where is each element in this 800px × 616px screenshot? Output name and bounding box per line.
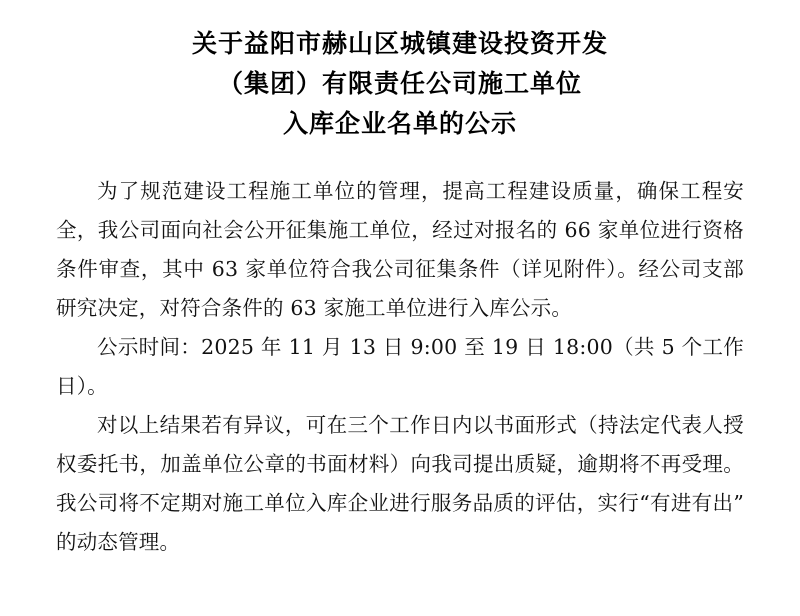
page-title	[56, 18, 744, 144]
paragraph-3: 对以上结果若有异议，可在三个工作日内以书面形式（持法定代表人授权委托书，加盖单位公章的书面材料）向我司提出质疑，逾期将不再受理。我公司将不定期对施工单位入库企业进行服务品质的评估，实行“有进有出”的动态管理。	[56, 413, 744, 554]
page-title-line-1: 关于益阳市赫山区城镇建设投资开发	[191, 29, 608, 58]
paragraph-2: 公示时间：2025 年 11 月 13 日 9:00 至 19 日 18:00（共 5 个工作日）。	[56, 335, 744, 398]
paragraph-1: 为了规范建设工程施工单位的管理，提高工程建设质量，确保工程安全，我公司面向社会公开征集施工单位，经过对报名的 66 家单位进行资格条件审查，其中 63 家单位符合我公司征集条件（详见附件）。经公司支部研究决定，对符合条件的 63 家施工单位进行入库公示。	[56, 179, 744, 320]
document-body	[56, 172, 744, 562]
page-title-line-2: （集团）有限责任公司施工单位	[217, 69, 582, 98]
page-title-line-3: 入库企业名单的公示	[282, 109, 517, 138]
